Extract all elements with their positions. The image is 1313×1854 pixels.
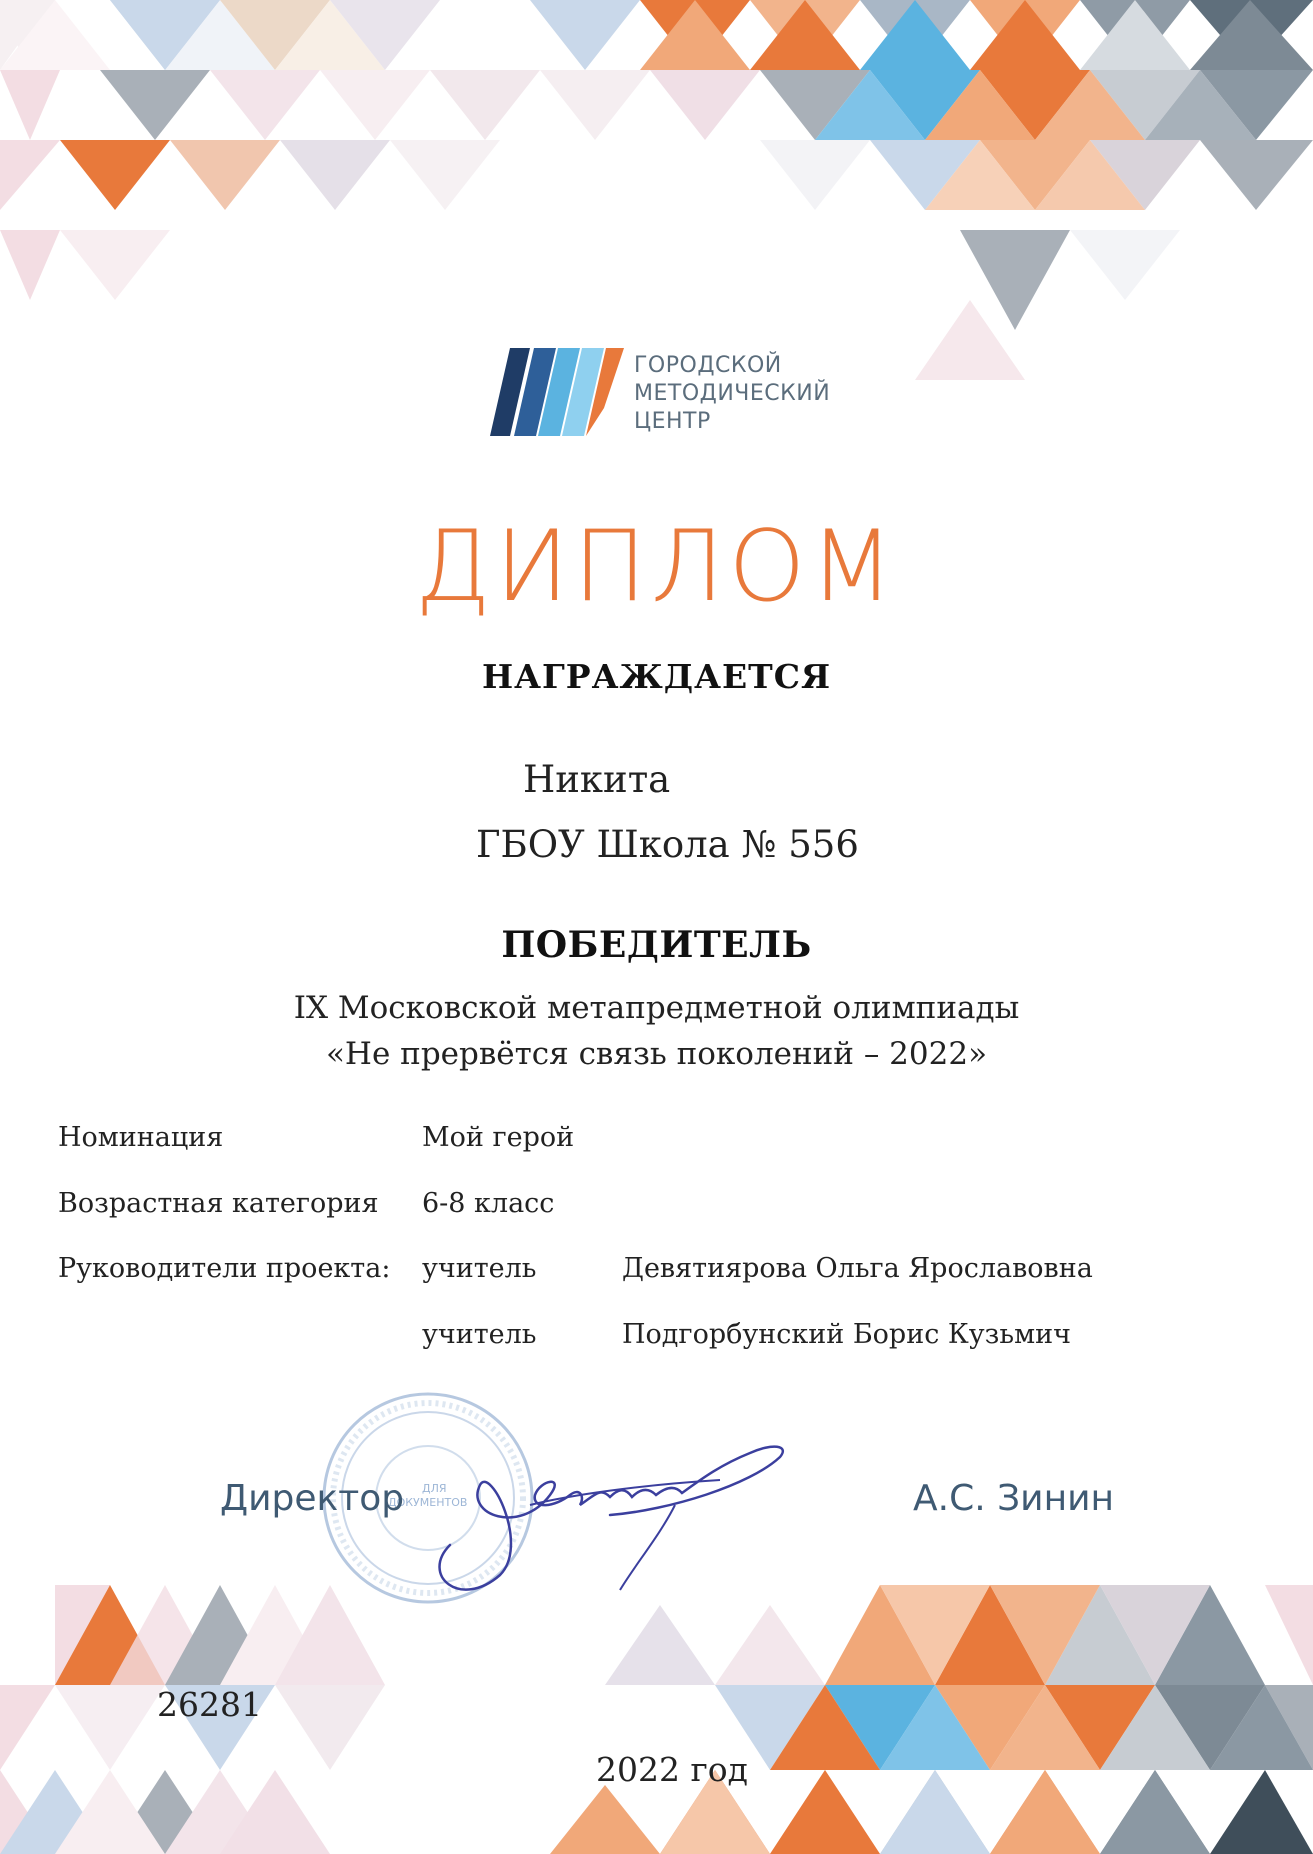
logo-text — [634, 352, 830, 436]
signature-icon — [420, 1425, 820, 1595]
serial-number: 26281 — [157, 1685, 262, 1724]
leader-name-1: Девятиярова Ольга Ярославовна — [622, 1253, 1093, 1284]
awarded-label: НАГРАЖДАЕТСЯ — [481, 657, 832, 696]
nomination-label: Номинация — [58, 1122, 224, 1153]
logo-line-1: ГОРОДСКОЙ — [634, 353, 782, 378]
year-label: 2022 год — [596, 1750, 748, 1789]
director-name: А.С. Зинин — [913, 1478, 1115, 1519]
stamp-text-1: ДЛЯ — [422, 1482, 447, 1495]
olympiad-title-line-2: «Не прервётся связь поколений – 2022» — [325, 1036, 988, 1072]
project-leaders-label: Руководители проекта: — [58, 1253, 391, 1284]
age-category-label: Возрастная категория — [58, 1188, 379, 1219]
recipient-name: Никита — [523, 758, 671, 801]
director-label: Директор — [220, 1478, 405, 1519]
leader-name-2: Подгорбунский Борис Кузьмич — [622, 1319, 1071, 1350]
age-category-value: 6-8 класс — [422, 1188, 555, 1219]
diploma-title: ДИПЛОМ — [414, 510, 899, 624]
nomination-value: Мой герой — [422, 1122, 575, 1153]
leader-role-2: учитель — [422, 1319, 537, 1350]
logo-line-2: МЕТОДИЧЕСКИЙ — [634, 381, 831, 406]
recipient-school: ГБОУ Школа № 556 — [476, 823, 859, 866]
olympiad-title-line-1: IX Московской метапредметной олимпиады — [293, 990, 1020, 1026]
leader-role-1: учитель — [422, 1253, 537, 1284]
logo-line-3: ЦЕНТР — [634, 409, 711, 434]
stamp-text-2: ДОКУМЕНТОВ — [388, 1496, 468, 1509]
award-status: ПОБЕДИТЕЛЬ — [501, 924, 812, 966]
